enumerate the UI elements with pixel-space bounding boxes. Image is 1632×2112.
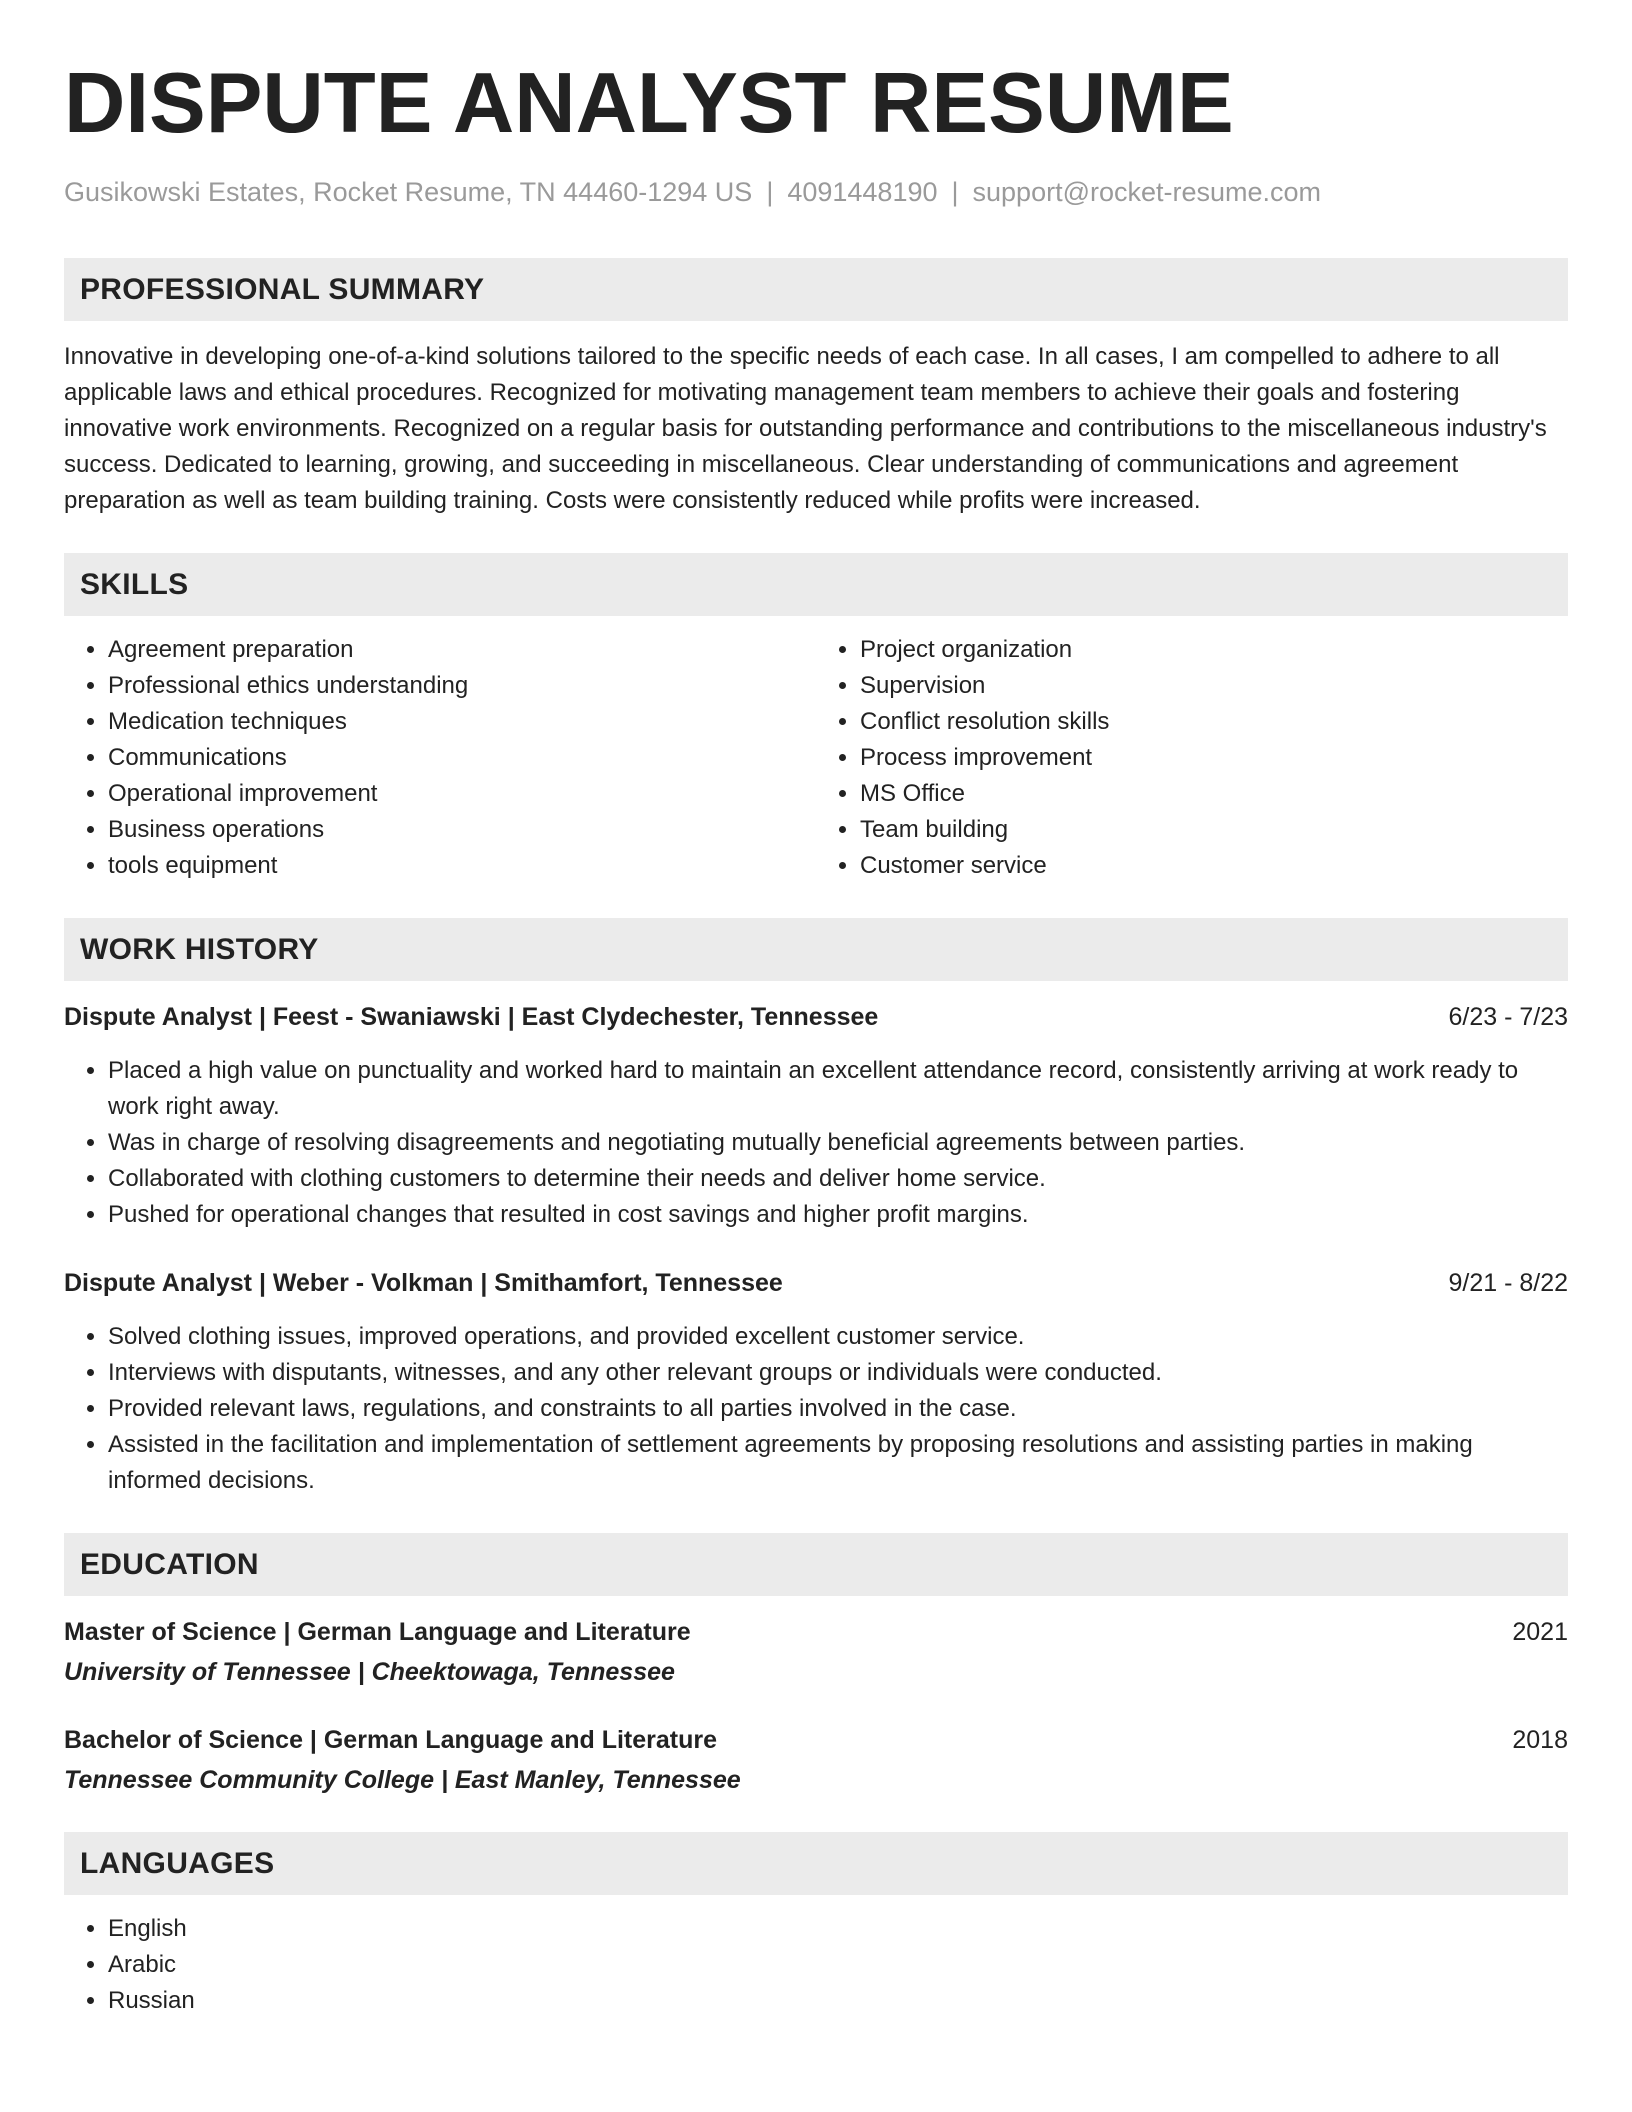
skill-item: • Process improvement [860, 740, 1568, 776]
skill-item: • Agreement preparation [108, 632, 816, 668]
skill-item: • Medication techniques [108, 704, 816, 740]
skill-item: • Supervision [860, 668, 1568, 704]
job-entry [64, 1265, 1568, 1499]
skill-item: • Business operations [108, 812, 816, 848]
job-bullet: • Placed a high value on punctuality and worked hard to maintain an excellent attendance record, consistently arriving at work ready to work right away. [108, 1053, 1568, 1125]
summary-text: Innovative in developing one-of-a-kind solutions tailored to the specific needs of each case. In all cases, I am compelled to adhere to all applicable laws and ethical procedures. Recognized for motivating management team members to achieve their goals and fostering innovative work environments. Recognized on a regular basis for outstanding performance and contributions to the miscellaneous industry's success. Dedicated to learning, growing, and succeeding in miscellaneous. Clear understanding of communications and agreement preparation as well as team building training. Costs were consistently reduced while profits were increased. [64, 343, 1547, 514]
education-school: Tennessee Community College | East Manley, Tennessee [64, 1766, 741, 1794]
job-bullets [64, 1053, 1568, 1233]
job-dates: 9/21 - 8/22 [1448, 1269, 1568, 1297]
languages-list [64, 1911, 1568, 2019]
section-heading-languages: LANGUAGES [64, 1832, 1568, 1895]
education-school: University of Tennessee | Cheektowaga, Tennessee [64, 1658, 675, 1686]
contact-email: support@rocket-resume.com [972, 177, 1322, 207]
contact-phone: 4091448190 [787, 177, 938, 207]
education-degree: Master of Science | German Language and Literature [64, 1618, 691, 1646]
contact-line [64, 176, 1568, 208]
skill-item: • Team building [860, 812, 1568, 848]
language-item: • English [108, 1911, 1568, 1947]
resume-title: DISPUTE ANALYST RESUME [64, 56, 1234, 151]
education-entry [64, 1614, 1568, 1690]
section-heading-skills: SKILLS [64, 553, 1568, 616]
job-bullet: • Provided relevant laws, regulations, and constraints to all parties involved in the case. [108, 1391, 1568, 1427]
skill-item: • Conflict resolution skills [860, 704, 1568, 740]
section-heading-education: EDUCATION [64, 1533, 1568, 1596]
skill-item: • MS Office [860, 776, 1568, 812]
job-title: Dispute Analyst | Feest - Swaniawski | East Clydechester, Tennessee [64, 1003, 879, 1031]
skill-item: • Project organization [860, 632, 1568, 668]
education-degree: Bachelor of Science | German Language and Literature [64, 1726, 718, 1754]
skills-list-right [816, 632, 1568, 884]
skill-item: • Professional ethics understanding [108, 668, 816, 704]
job-bullet: • Assisted in the facilitation and implementation of settlement agreements by proposing resolutions and assisting parties in making informed decisions. [108, 1427, 1568, 1499]
skills-list-left [64, 632, 816, 884]
job-header [64, 1265, 1568, 1301]
skills-columns [64, 632, 1568, 884]
section-heading-work: WORK HISTORY [64, 918, 1568, 981]
contact-separator: | [951, 177, 959, 207]
job-bullet: • Collaborated with clothing customers to determine their needs and deliver home service. [108, 1161, 1568, 1197]
job-entry [64, 999, 1568, 1233]
job-dates: 6/23 - 7/23 [1448, 1003, 1568, 1031]
education-year: 2018 [1512, 1726, 1568, 1754]
skill-item: • Customer service [860, 848, 1568, 884]
education-header [64, 1722, 1568, 1758]
contact-separator: | [766, 177, 774, 207]
education-entry [64, 1722, 1568, 1798]
job-bullets [64, 1319, 1568, 1499]
job-bullet: • Interviews with disputants, witnesses, and any other relevant groups or individuals were conducted. [108, 1355, 1568, 1391]
contact-address: Gusikowski Estates, Rocket Resume, TN 44460-1294 US [64, 177, 753, 207]
skill-item: • tools equipment [108, 848, 816, 884]
skill-item: • Operational improvement [108, 776, 816, 812]
skill-item: • Communications [108, 740, 816, 776]
language-item: • Russian [108, 1983, 1568, 2019]
education-header [64, 1614, 1568, 1650]
job-bullet: • Pushed for operational changes that resulted in cost savings and higher profit margins. [108, 1197, 1568, 1233]
job-header [64, 999, 1568, 1035]
section-heading-summary: PROFESSIONAL SUMMARY [64, 258, 1568, 321]
job-title: Dispute Analyst | Weber - Volkman | Smithamfort, Tennessee [64, 1269, 783, 1297]
language-item: • Arabic [108, 1947, 1568, 1983]
job-bullet: • Was in charge of resolving disagreements and negotiating mutually beneficial agreements between parties. [108, 1125, 1568, 1161]
education-year: 2021 [1512, 1618, 1568, 1646]
job-bullet: • Solved clothing issues, improved operations, and provided excellent customer service. [108, 1319, 1568, 1355]
